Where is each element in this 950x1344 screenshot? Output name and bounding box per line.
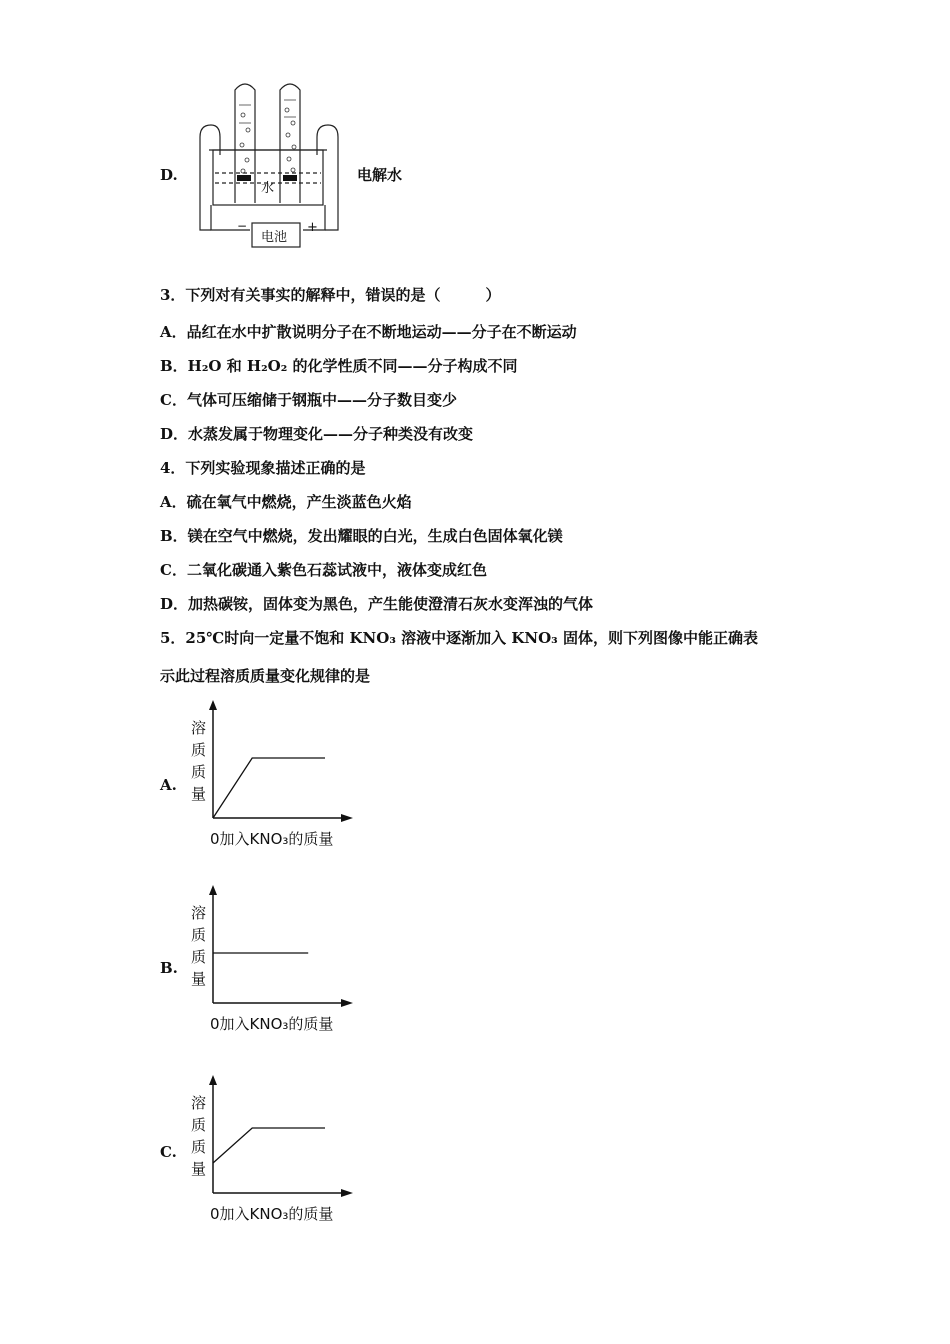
q5-graph-b (185, 885, 365, 1039)
y-axis-arrow (209, 700, 217, 710)
graph-svg (185, 1075, 365, 1225)
y-axis-label-char: 质 (191, 948, 207, 966)
solute-mass-line (213, 1128, 325, 1163)
q5-graph-b-label: B. (160, 959, 178, 977)
graph-svg (185, 885, 365, 1035)
y-axis-label-char: 量 (191, 785, 207, 803)
y-axis-label-char: 溶 (191, 1094, 207, 1112)
q5-stem-line2: 示此过程溶质质量变化规律的是 (160, 667, 371, 685)
q5-graph-a-label: A. (160, 776, 177, 794)
q3-option-d: D．水蒸发属于物理变化——分子种类没有改变 (160, 425, 474, 443)
q5-graph-a (185, 700, 365, 854)
q4-option-c: C．二氧化碳通入紫色石蕊试液中，液体变成红色 (160, 561, 487, 579)
y-axis-arrow (209, 885, 217, 895)
y-axis-label-char: 质 (191, 1116, 207, 1134)
q2-option-d-label: D. (160, 166, 178, 184)
x-axis-arrow (341, 814, 353, 822)
battery-label: 电池 (261, 230, 288, 245)
y-axis-label-char: 质 (191, 926, 207, 944)
q3-option-a: A．品红在水中扩散说明分子在不断地运动——分子在不断运动 (160, 323, 577, 341)
q4-option-d: D．加热碳铵，固体变为黑色，产生能使澄清石灰水变浑浊的气体 (160, 595, 594, 613)
graph-svg (185, 700, 365, 850)
q5-graph-c-label: C. (160, 1143, 177, 1161)
solute-mass-line (213, 758, 325, 818)
q3-stem: 3．下列对有关事实的解释中，错误的是（ ） (160, 286, 501, 304)
q4-option-a: A．硫在氧气中燃烧，产生淡蓝色火焰 (160, 493, 412, 511)
q3-option-b: B．H₂O 和 H₂O₂ 的化学性质不同——分子构成不同 (160, 357, 518, 375)
x-axis-arrow (341, 1189, 353, 1197)
y-axis-arrow (209, 1075, 217, 1085)
electrolysis-apparatus-figure (195, 75, 345, 255)
electrolysis-svg (195, 75, 345, 255)
positive-sign: + (307, 220, 318, 235)
y-axis-label-char: 量 (191, 1160, 207, 1178)
y-axis-label-char: 质 (191, 763, 207, 781)
y-axis-label-char: 质 (191, 741, 207, 759)
q4-stem: 4．下列实验现象描述正确的是 (160, 459, 366, 477)
q4-option-b: B．镁在空气中燃烧，发出耀眼的白光，生成白色固体氧化镁 (160, 527, 563, 545)
x-axis-label: 0加入KNO₃的质量 (210, 830, 334, 848)
x-axis-label: 0加入KNO₃的质量 (210, 1205, 334, 1223)
negative-sign: − (237, 219, 248, 233)
x-axis-label: 0加入KNO₃的质量 (210, 1015, 334, 1033)
q3-option-c: C．气体可压缩储于钢瓶中——分子数目变少 (160, 391, 457, 409)
x-axis-arrow (341, 999, 353, 1007)
y-axis-label-char: 质 (191, 1138, 207, 1156)
q5-stem-line1: 5．25℃时向一定量不饱和 KNO₃ 溶液中逐渐加入 KNO₃ 固体，则下列图像中能正确表 (160, 629, 758, 647)
water-label: 水 (261, 181, 275, 196)
y-axis-label-char: 溶 (191, 719, 207, 737)
y-axis-label-char: 溶 (191, 904, 207, 922)
y-axis-label-char: 量 (191, 970, 207, 988)
q5-graph-c (185, 1075, 365, 1229)
electrolysis-caption: 电解水 (357, 166, 403, 184)
